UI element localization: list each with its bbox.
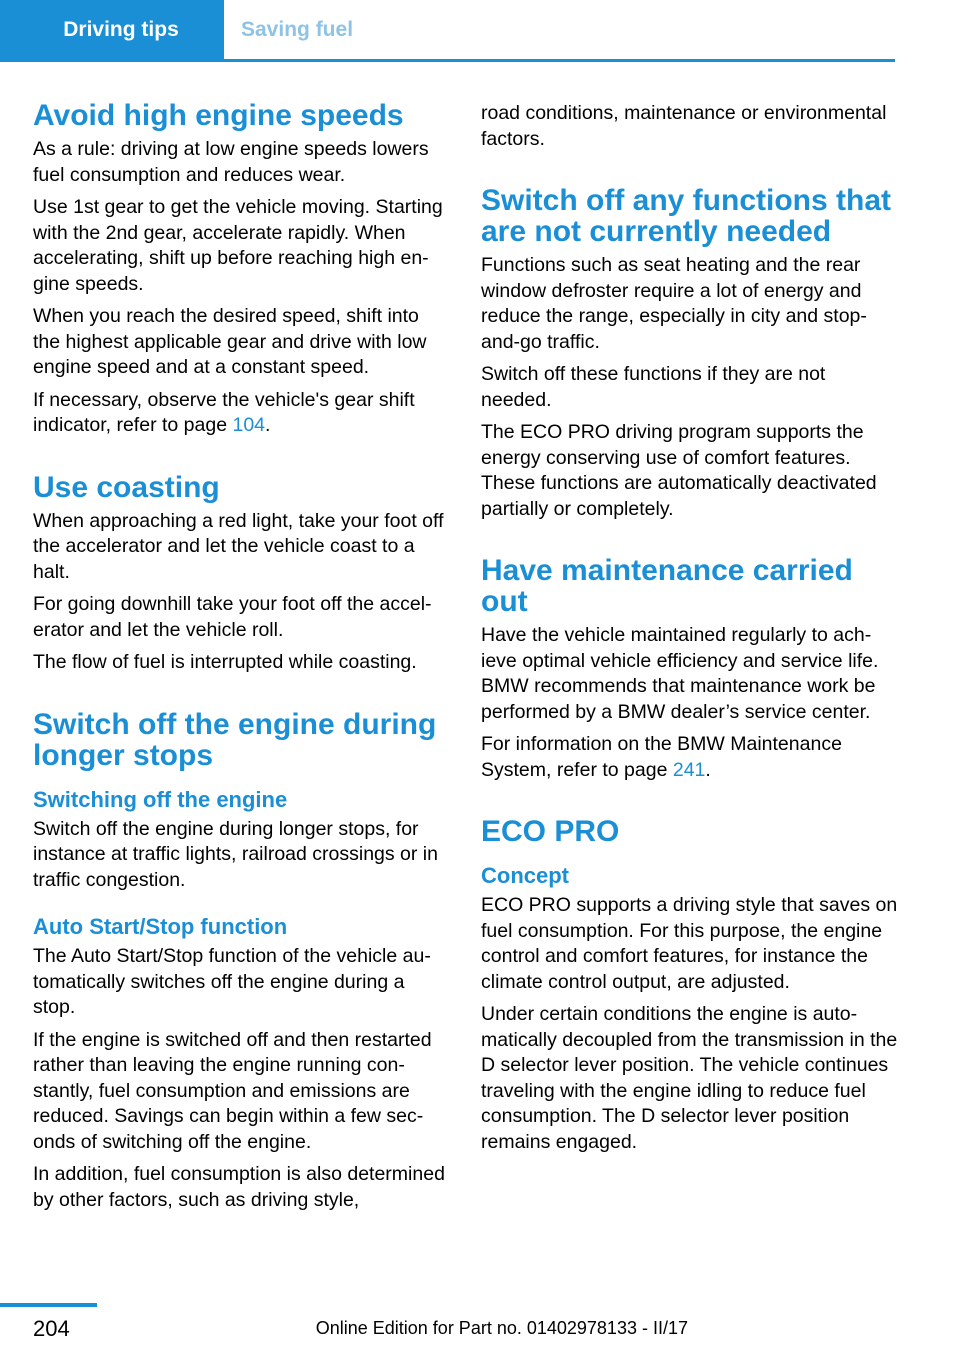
paragraph: In addition, fuel consumption is also determined by other factors, such as driving style, bbox=[33, 1163, 445, 1211]
paragraph: The Auto Start/Stop function of the vehicle automatically switches off the engine during a stop. bbox=[33, 945, 431, 1018]
footer-rule bbox=[0, 1303, 97, 1307]
heading-use-coasting: Use coasting bbox=[33, 470, 220, 504]
paragraph: Have the vehicle maintained regularly to achieve optimal vehicle efficiency and service life. BMW recommends that maintenance work be performed by a BMW dealer’s service center. bbox=[481, 624, 879, 723]
spacer bbox=[33, 777, 449, 787]
right-column bbox=[481, 101, 899, 1162]
page-link-241[interactable]: 241 bbox=[672, 758, 706, 781]
paragraph: When you reach the desired speed, shift into the highest applicable gear and drive with low engine speed and at a constant speed. bbox=[33, 305, 427, 378]
paragraph: road conditions, maintenance or environmental factors. bbox=[481, 102, 887, 150]
heading-have-maintenance: Have maintenance carried out bbox=[481, 554, 853, 618]
paragraph: Switch off the engine during longer stops, for instance at traffic lights, railroad crossings or in traffic congestion. bbox=[33, 817, 438, 891]
spacer bbox=[481, 529, 899, 555]
left-column bbox=[33, 100, 449, 1220]
subheading-concept: Concept bbox=[481, 863, 569, 888]
paragraph-text: For information on the BMW Maintenance System, refer to page bbox=[481, 733, 842, 781]
page-header bbox=[0, 0, 895, 62]
paragraph: When approaching a red light, take your foot off the accelerator and let the vehicle coast to a halt. bbox=[33, 509, 444, 583]
spacer bbox=[33, 900, 449, 914]
paragraph-text: . bbox=[265, 414, 271, 436]
paragraph-text: . bbox=[705, 758, 711, 781]
spacer bbox=[481, 853, 899, 863]
page-number: 204 bbox=[33, 1316, 70, 1341]
paragraph: Switch off these functions if they are not needed. bbox=[481, 363, 826, 411]
paragraph: Use 1st gear to get the vehicle moving. Starting with the 2nd gear, accelerate rapidly. When accelerating, shift up before reaching high engine speeds. bbox=[33, 196, 443, 295]
paragraph: If the engine is switched off and then restarted rather than leaving the engine running constantly, fuel consumption and emissions are reduced. Savings can begin within a few seconds of switching off the engine. bbox=[33, 1028, 432, 1153]
paragraph bbox=[481, 732, 899, 783]
paragraph: As a rule: driving at low engine speeds lowers fuel consumption and reduces wear. bbox=[33, 138, 429, 186]
paragraph: For going downhill take your foot off the accelerator and let the vehicle roll. bbox=[33, 593, 432, 641]
subheading-auto-start-stop: Auto Start/Stop function bbox=[33, 914, 288, 939]
spacer bbox=[481, 159, 899, 185]
spacer bbox=[33, 683, 449, 709]
section-tab-label: Saving fuel bbox=[241, 17, 354, 41]
paragraph: Under certain conditions the engine is automatically decoupled from the transmission in the D selector lever position. The vehicle continues traveling with the engine idling to reduce fuel consumption. The D selector lever position remains engaged. bbox=[481, 1003, 898, 1153]
heading-switch-off-engine: Switch off the engine during longer stops bbox=[33, 707, 437, 772]
spacer bbox=[33, 446, 449, 472]
page-link-104[interactable]: 104 bbox=[232, 414, 266, 436]
paragraph bbox=[33, 388, 449, 439]
paragraph-text: If necessary, observe the vehicle's gear shift indicator, refer to page bbox=[33, 388, 415, 436]
heading-eco-pro: ECO PRO bbox=[481, 815, 620, 848]
section-tab-saving-fuel[interactable] bbox=[241, 0, 353, 59]
paragraph: The flow of fuel is interrupted while coasting. bbox=[33, 651, 417, 673]
paragraph: The ECO PRO driving program supports the energy conserving use of comfort features. These functions are automatically deactivated partially or completely. bbox=[481, 421, 877, 520]
subheading-switching-off-engine: Switching off the engine bbox=[33, 786, 288, 812]
spacer bbox=[481, 790, 899, 816]
chapter-tab-driving-tips[interactable] bbox=[0, 0, 224, 59]
chapter-tab-label: Driving tips bbox=[63, 17, 179, 41]
heading-switch-off-functions: Switch off any functions that are not currently needed bbox=[481, 184, 891, 248]
paragraph: ECO PRO supports a driving style that saves on fuel consumption. For this purpose, the engine control and comfort features, for instance the climate control output, are adjusted. bbox=[481, 894, 898, 993]
edition-note: Online Edition for Part no. 01402978133 - II/17 bbox=[315, 1318, 688, 1338]
paragraph: Functions such as seat heating and the rear window defroster require a lot of energy and reduce the range, especially in city and stop-and-go traffic. bbox=[481, 254, 867, 353]
heading-avoid-high-engine-speeds: Avoid high engine speeds bbox=[33, 99, 404, 132]
